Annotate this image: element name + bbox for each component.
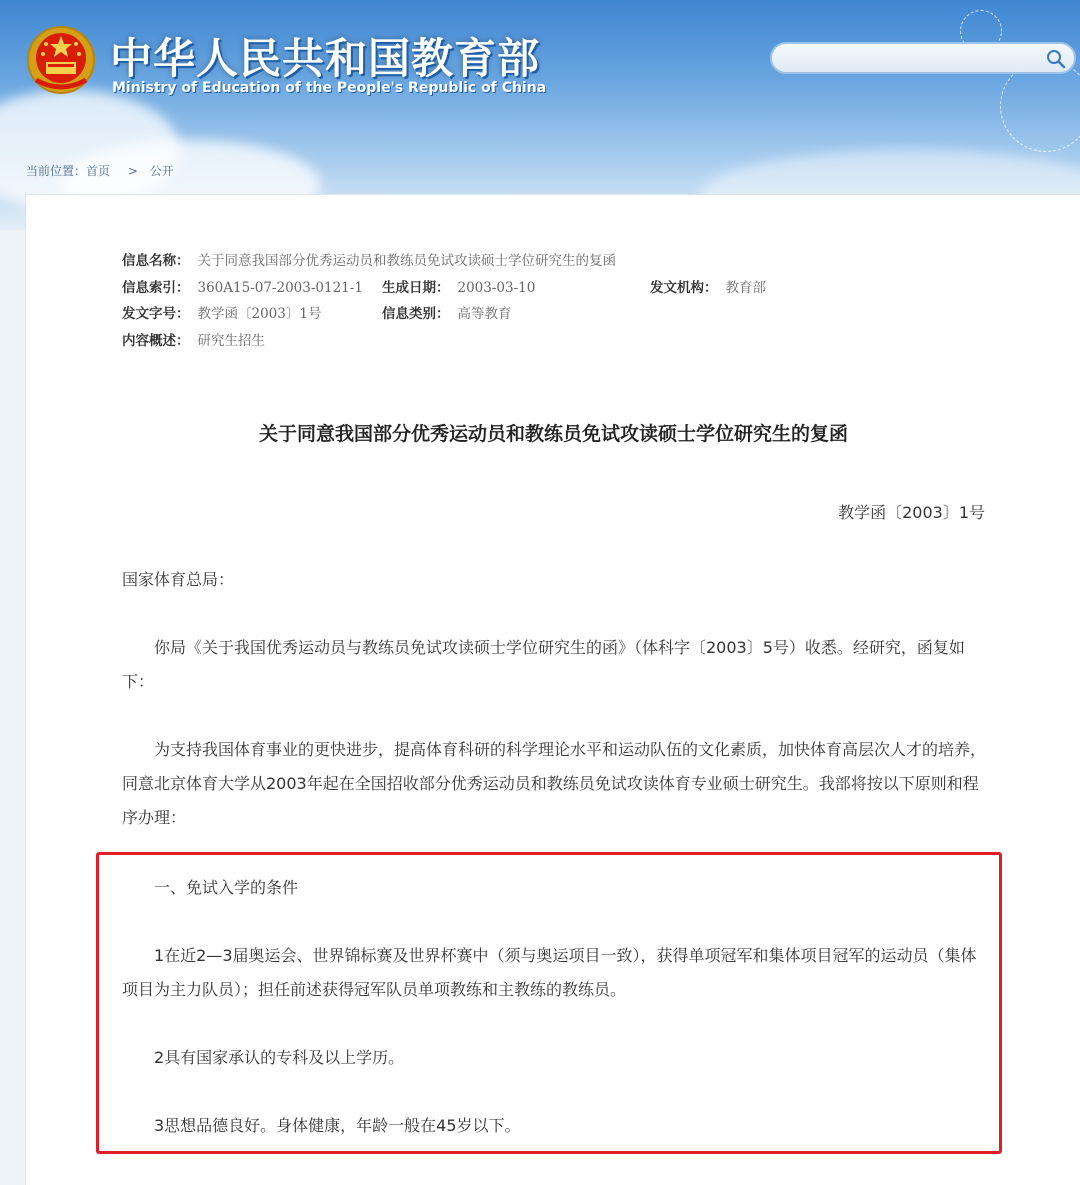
condition-item: 2具有国家承认的专科及以上学历。 [154,1048,405,1067]
document-salutation: 国家体育总局： [122,570,235,589]
meta-category-value: 高等教育 [457,306,512,322]
search-icon[interactable] [1046,49,1066,69]
breadcrumb-prefix: 当前位置： [26,164,87,178]
condition-item: 3思想品德良好。身体健康，年龄一般在45岁以下。 [154,1116,521,1135]
site-subtitle: Ministry of Education of the People's Republic of China [112,80,547,96]
meta-org-value: 教育部 [725,280,766,296]
breadcrumb-separator: > [127,164,138,178]
meta-index-label: 信息索引： [122,280,190,296]
meta-index-value: 360A15-07-2003-0121-1 [197,280,363,296]
meta-category-label: 信息类别： [382,306,450,322]
document-paragraph: 为支持我国体育事业的更快进步，提高体育科研的科学理论水平和运动队伍的文化素质，加快体育高层次人才的培养，同意北京体育大学从2003年起在全国招收部分优秀运动员和教练员免试攻读体育专业硕士研究生。我部将按以下原则和程序办理： [122,740,987,827]
meta-doc-value: 教学函〔2003〕1号 [197,306,322,322]
content-panel [25,194,1080,1185]
search-input[interactable] [786,48,1030,70]
site-title: 中华人民共和国教育部 [110,34,541,83]
meta-summary-label: 内容概述： [122,333,190,349]
meta-org-label: 发文机构： [650,280,718,296]
breadcrumb [26,162,180,179]
document-title: 关于同意我国部分优秀运动员和教练员免试攻读硕士学位研究生的复函 [258,423,848,445]
document-paragraph: 你局《关于我国优秀运动员与教练员免试攻读硕士学位研究生的函》（体科字〔2003〕5号）收悉。经研究，函复如下： [122,638,965,691]
meta-date-value: 2003-03-10 [457,280,536,296]
breadcrumb-public-link[interactable]: 公开 [149,164,174,178]
section-heading: 一、免试入学的条件 [154,878,299,897]
breadcrumb-home-link[interactable]: 首页 [86,164,111,178]
meta-name-value: 关于同意我国部分优秀运动员和教练员免试攻读硕士学位研究生的复函 [197,253,616,269]
document-number: 教学函〔2003〕1号 [838,503,985,522]
condition-item: 1在近2—3届奥运会、世界锦标赛及世界杯赛中（须与奥运项目一致），获得单项冠军和集体项目冠军的运动员（集体项目为主力队员）；担任前述获得冠军队员单项教练和主教练的教练员。 [122,946,977,999]
national-emblem-icon [26,24,96,96]
meta-summary-value: 研究生招生 [197,333,265,349]
meta-date-label: 生成日期： [382,280,450,296]
meta-name-label: 信息名称： [122,253,190,269]
search-box[interactable] [770,42,1076,74]
meta-doc-label: 发文字号： [122,306,190,322]
